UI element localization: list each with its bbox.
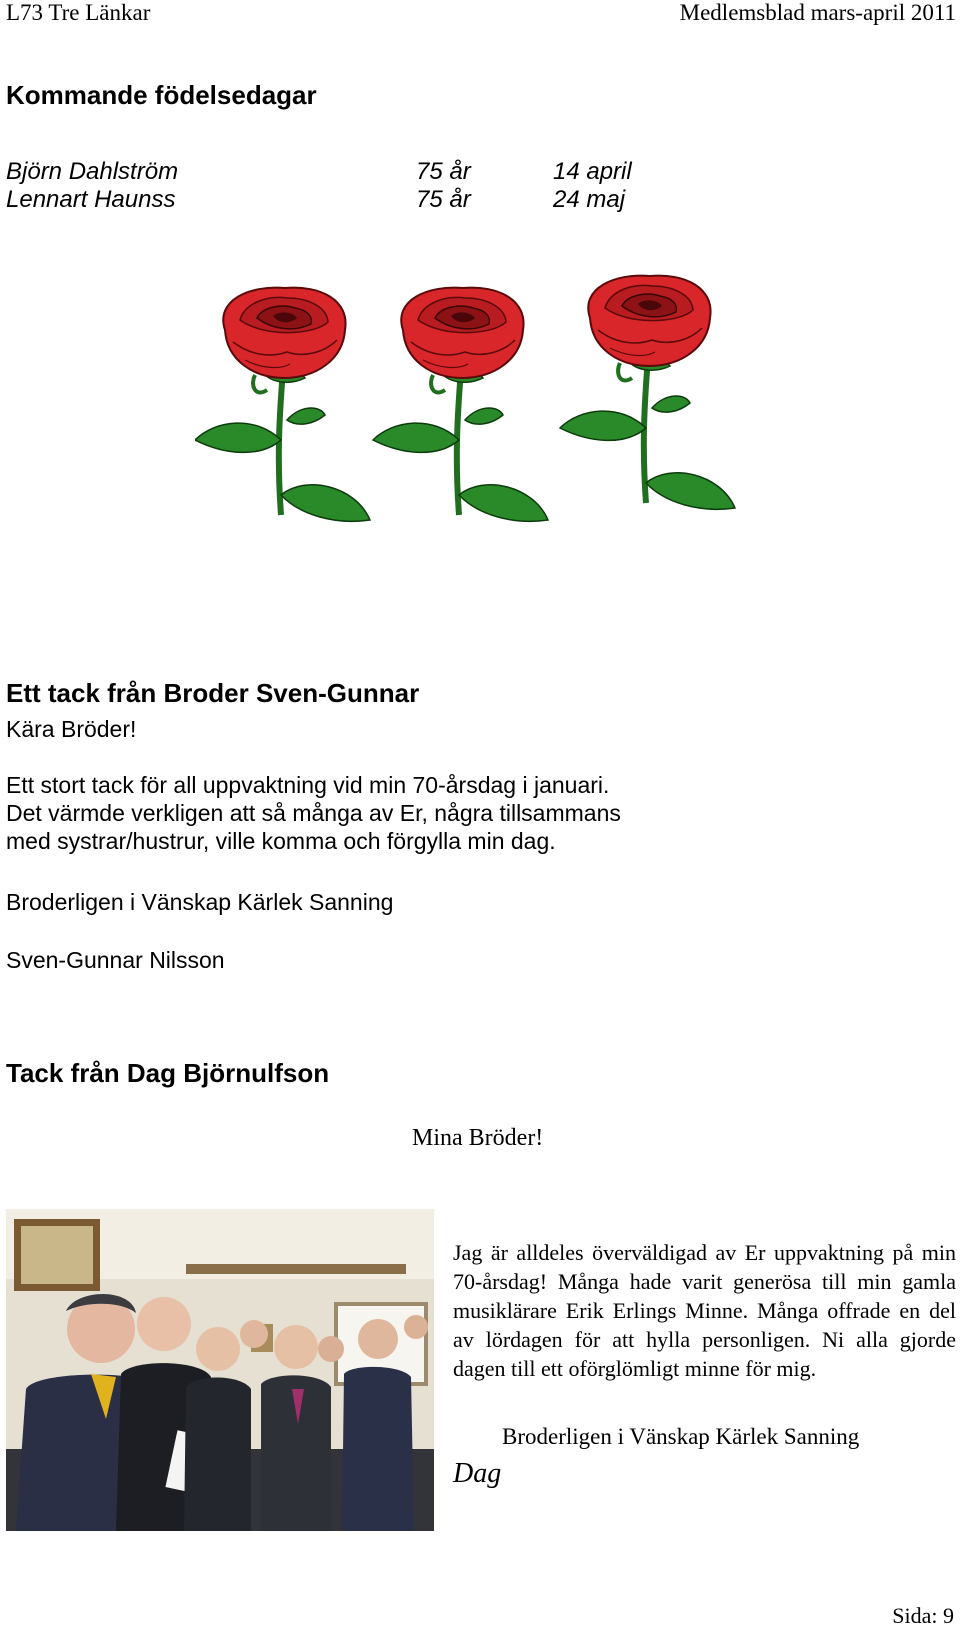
dag-thanks-title: Tack från Dag Björnulfson: [6, 1058, 330, 1088]
dag-body: Jag är alldeles överväldigad av Er uppvaktning på min 70-årsdag! Många hade varit generösa till min gamla musiklärare Erik Erlings Minne. Många offrade en del av lördagen för att hylla personligen. Ni alla gjorde dagen till ett oförglömligt minne för mig.: [453, 1240, 956, 1381]
sven-thanks-title: Ett tack från Broder Sven-Gunnar: [6, 678, 420, 708]
sven-body-line: Det värmde verkligen att så många av Er, några tillsammans: [6, 800, 621, 826]
group-photo: [6, 1209, 434, 1531]
birthday-date: 24 maj: [553, 186, 626, 213]
dag-greeting: Mina Bröder!: [412, 1125, 544, 1151]
birthday-name: Lennart Haunss: [6, 186, 176, 213]
birthday-date: 14 april: [553, 158, 632, 185]
dag-closing: Broderligen i Vänskap Kärlek Sanning: [502, 1424, 860, 1449]
rose-illustration: [195, 268, 765, 536]
sven-closing: Broderligen i Vänskap Kärlek Sanning: [6, 889, 394, 915]
newsletter-issue: Medlemsblad mars-april 2011: [679, 0, 956, 25]
page-number: Sida: 9: [892, 1603, 954, 1628]
birthdays-title: Kommande födelsedagar: [6, 80, 317, 110]
sven-greeting: Kära Bröder!: [6, 716, 137, 742]
sven-signature: Sven-Gunnar Nilsson: [6, 947, 225, 973]
dag-signature: Dag: [453, 1458, 502, 1489]
sven-body-line: Ett stort tack för all uppvaktning vid min 70-årsdag i januari.: [6, 772, 610, 798]
birthday-name: Björn Dahlström: [6, 158, 179, 185]
birthday-age: 75 år: [416, 158, 471, 185]
sven-body-line: med systrar/hustrur, ville komma och förgylla min dag.: [6, 828, 556, 854]
birthday-age: 75 år: [416, 186, 471, 213]
newsletter-name: L73 Tre Länkar: [6, 0, 151, 25]
